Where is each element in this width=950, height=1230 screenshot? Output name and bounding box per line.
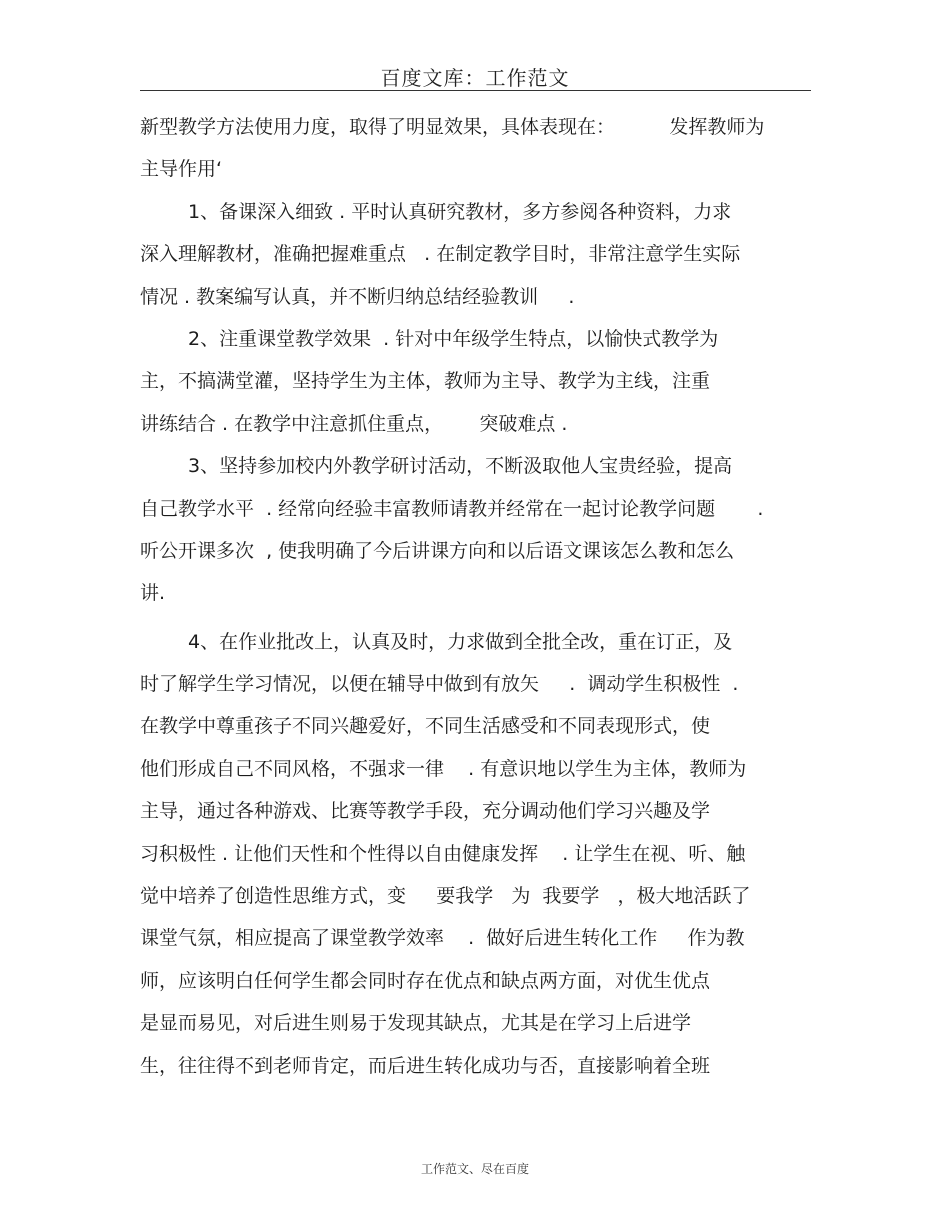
text-line-14: 时了解学生学习情况，以便在辅导中做到有放矢 . 调动学生积极性 .: [140, 673, 739, 696]
page-footer-text: 工作范文、尽在百度: [420, 1162, 529, 1176]
text-line-15: 在教学中尊重孩子不同兴趣爱好，不同生活感受和不同表现形式，使: [140, 715, 711, 738]
text-line-19: 觉中培养了创造性思维方式，变 要我学 为 我要学 ，极大地活跃了: [140, 885, 751, 908]
header-divider: [140, 90, 811, 91]
text-line-7: 主，不搞满堂灌，坚持学生为主体，教师为主导、教学为主线，注重: [140, 370, 711, 393]
text-line-16: 他们形成自己不同风格，不强求一律 . 有意识地以学生为主体，教师为: [140, 757, 747, 780]
text-line-3: 1、备课深入细致 . 平时认真研究教材，多方参阅各种资料，力求: [188, 200, 732, 223]
text-line-22: 是显而易见，对后进生则易于发现其缺点，尤其是在学习上后进学: [140, 1012, 692, 1035]
text-line-8: 讲练结合 . 在教学中注意抓住重点， 突破难点 .: [140, 412, 568, 435]
text-line-2: 主导作用‘: [140, 158, 223, 181]
text-line-21: 师，应该明白任何学生都会同时存在优点和缺点两方面，对优生优点: [140, 969, 711, 992]
text-line-9: 3、坚持参加校内外教学研讨活动，不断汲取他人宝贵经验，提高: [188, 455, 733, 478]
text-line-12: 讲.: [140, 582, 166, 605]
document-body: [140, 112, 820, 1093]
text-line-11: 听公开课多次 , 使我明确了今后讲课方向和以后语文课该怎么教和怎么: [140, 539, 735, 562]
text-line-17: 主导，通过各种游戏、比赛等教学手段，充分调动他们学习兴趣及学: [140, 800, 711, 823]
page-header-title: 百度文库：工作范文: [380, 66, 570, 90]
text-line-6: 2、注重课堂教学效果 . 针对中年级学生特点，以愉快式教学为: [188, 327, 719, 350]
text-line-18: 习积极性 . 让他们天性和个性得以自由健康发挥 . 让学生在视、听、触: [140, 842, 746, 865]
text-line-5: 情况 . 教案编写认真，并不断归纳总结经验教训 .: [140, 285, 575, 308]
text-line-10: 自己教学水平 . 经常向经验丰富教师请教并经常在一起讨论教学问题 .: [140, 497, 764, 520]
text-line-1: 新型教学方法使用力度，取得了明显效果，具体表现在： 发挥教师为: [140, 116, 765, 138]
text-line-23: 生，往往得不到老师肯定，而后进生转化成功与否，直接影响着全班: [140, 1054, 711, 1077]
text-line-13: 4、在作业批改上，认真及时，力求做到全批全改，重在订正，及: [188, 630, 733, 653]
text-line-20: 课堂气氛，相应提高了课堂教学效率 . 做好后进生转化工作 作为教: [140, 927, 745, 950]
text-line-4: 深入理解教材，准确把握难重点 . 在制定教学目时，非常注意学生实际: [140, 243, 741, 266]
